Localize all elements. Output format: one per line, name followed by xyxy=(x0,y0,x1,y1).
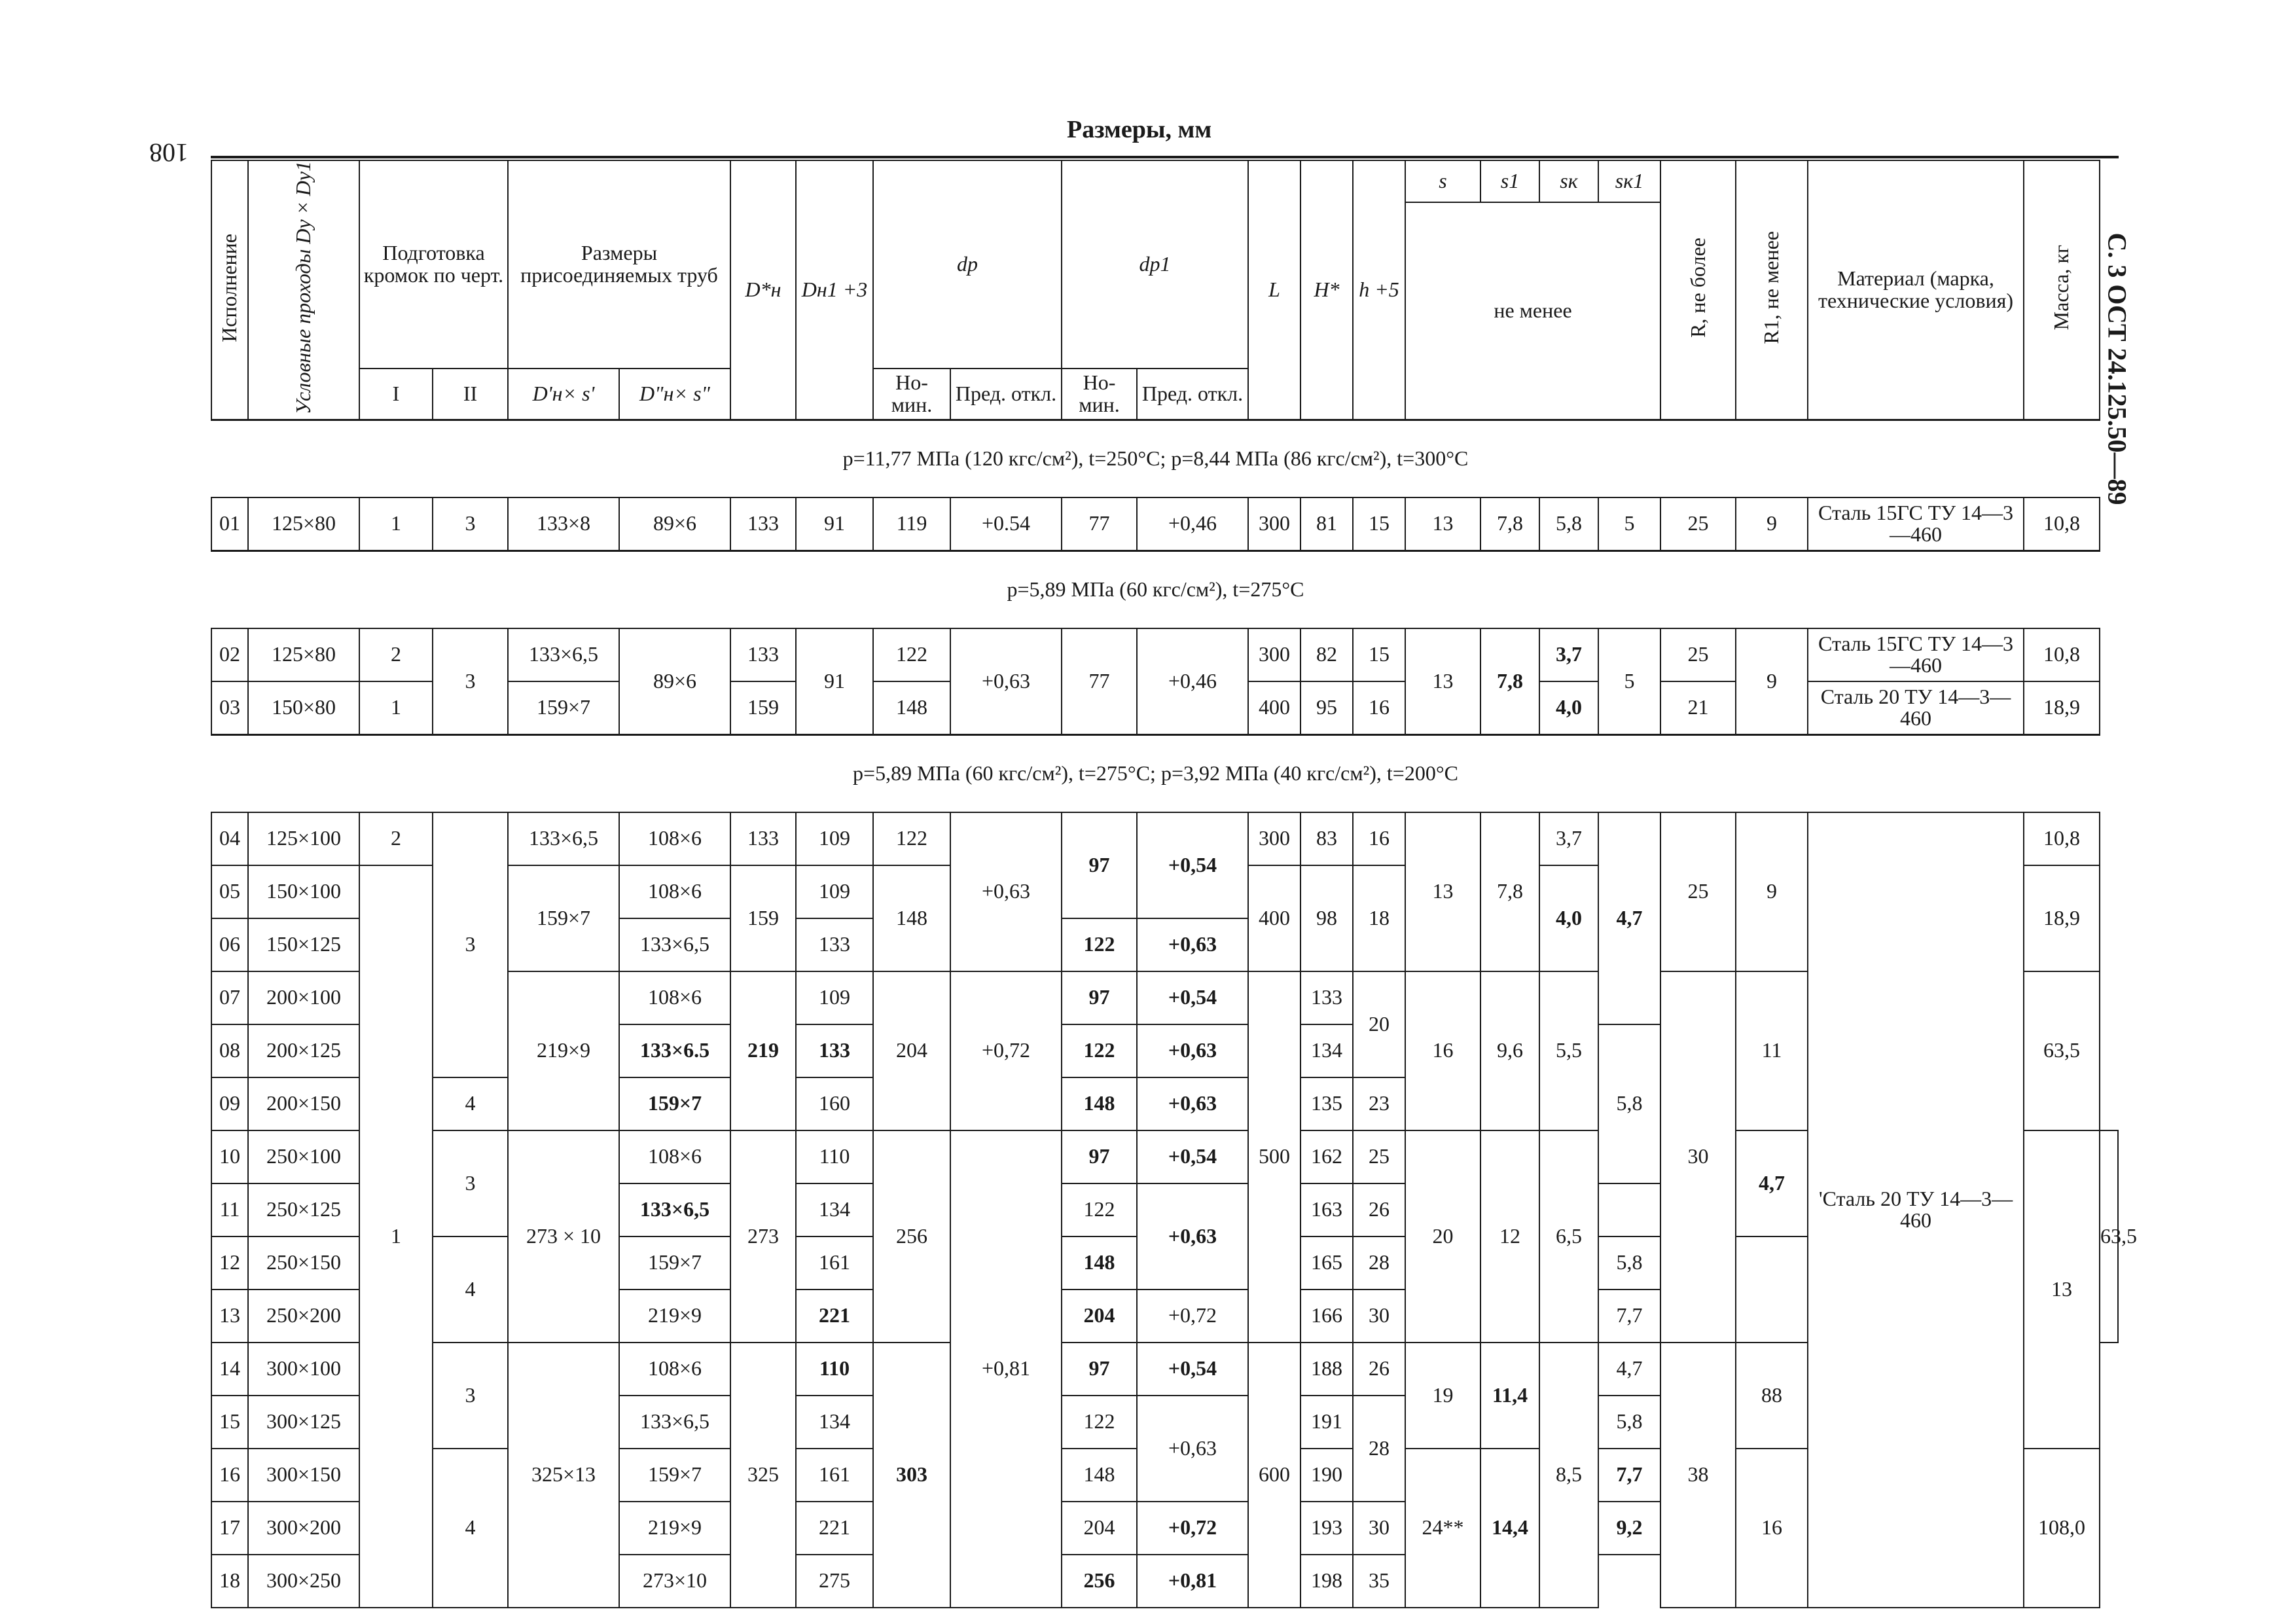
cell: 3 xyxy=(433,1343,508,1449)
cell: 4 xyxy=(433,1236,508,1343)
header-dp-pred: Пред. откл. xyxy=(950,369,1062,420)
cell: 11 xyxy=(1736,971,1808,1130)
cell: 89×6 xyxy=(619,497,730,551)
cell: +0,63 xyxy=(1137,1077,1248,1130)
cell: 11,4 xyxy=(1480,1343,1539,1449)
cell: +0,72 xyxy=(950,971,1062,1130)
cell: 13 xyxy=(1405,812,1480,971)
header-dp1-pred: Пред. откл. xyxy=(1137,369,1248,420)
cell: Сталь 15ГС ТУ 14—3—460 xyxy=(1808,628,2024,681)
cell: 13 xyxy=(1405,628,1480,735)
header-razmery-trub: Размеры присоединяемых труб xyxy=(508,160,730,369)
header-R1: R1, не менее xyxy=(1736,160,1808,420)
cell: 4,0 xyxy=(1539,681,1598,735)
cell: 133 xyxy=(730,497,796,551)
cell: 97 xyxy=(1062,1343,1137,1396)
cell: 600 xyxy=(1248,1343,1300,1608)
cell: 159×7 xyxy=(619,1449,730,1502)
cell: 63,5 xyxy=(2024,971,2100,1130)
cell: 133 xyxy=(796,1024,873,1077)
pressure-band-3: p=5,89 МПа (60 кгс/см²), t=275°C; p=3,92 МПа (40 кгс/см²), t=200°C xyxy=(211,734,2100,812)
cell: 133×6,5 xyxy=(619,1396,730,1449)
header-podg-II: II xyxy=(433,369,508,420)
cell: 256 xyxy=(873,1130,950,1343)
cell: 77 xyxy=(1062,497,1137,551)
cell: 4 xyxy=(433,1077,508,1130)
cell: 150×125 xyxy=(248,918,359,971)
cell: 5 xyxy=(1598,628,1660,735)
table-row xyxy=(211,628,2118,681)
cell: 325 xyxy=(730,1343,796,1608)
cell: 95 xyxy=(1300,681,1353,735)
cell: 24** xyxy=(1405,1449,1480,1608)
header-sk: sк xyxy=(1539,160,1598,202)
cell: 13 xyxy=(2024,1130,2100,1449)
cell: +0,63 xyxy=(950,628,1062,735)
cell: 13 xyxy=(1405,497,1480,551)
cell: 88 xyxy=(1736,1343,1808,1449)
cell: 06 xyxy=(211,918,248,971)
cell: 3 xyxy=(433,628,508,735)
cell: 133 xyxy=(796,918,873,971)
table-row xyxy=(211,497,2118,551)
cell: 16 xyxy=(211,1449,248,1502)
cell: 5 xyxy=(1598,497,1660,551)
cell: 14,4 xyxy=(1480,1449,1539,1608)
cell: 3 xyxy=(433,497,508,551)
cell: 159×7 xyxy=(508,681,619,735)
cell: +0,63 xyxy=(950,812,1062,971)
cell: 16 xyxy=(1353,812,1405,865)
cell: 204 xyxy=(1062,1502,1137,1555)
header-s: s xyxy=(1405,160,1480,202)
cell: 8,5 xyxy=(1539,1343,1598,1608)
cell: 15 xyxy=(1353,497,1405,551)
cell: 191 xyxy=(1300,1396,1353,1449)
cell: 219×9 xyxy=(619,1502,730,1555)
cell: 119 xyxy=(873,497,950,551)
cell: 9,2 xyxy=(1598,1502,1660,1555)
header-L: L xyxy=(1248,160,1300,420)
header-H: H* xyxy=(1300,160,1353,420)
cell: 28 xyxy=(1353,1396,1405,1502)
side-document-code: С. 3 ОСТ 24.125.50—89 xyxy=(2102,232,2132,505)
cell: 08 xyxy=(211,1024,248,1077)
cell: 16 xyxy=(1736,1449,1808,1608)
cell: +0,54 xyxy=(1137,971,1248,1024)
cell: 63,5 xyxy=(2100,1130,2118,1343)
cell: 300×250 xyxy=(248,1555,359,1608)
pressure-band-1: p=11,77 МПа (120 кгс/см²), t=250°C; p=8,44 МПа (86 кгс/см²), t=300°C xyxy=(211,420,2100,497)
cell: +0,81 xyxy=(1137,1555,1248,1608)
cell: +0,72 xyxy=(1137,1290,1248,1343)
cell: 6,5 xyxy=(1539,1130,1598,1343)
cell: 135 xyxy=(1300,1077,1353,1130)
cell: 200×150 xyxy=(248,1077,359,1130)
cell: 97 xyxy=(1062,812,1137,918)
cell: 219×9 xyxy=(508,971,619,1130)
cell: 300 xyxy=(1248,628,1300,681)
cell: 02 xyxy=(211,628,248,681)
cell: 133 xyxy=(730,628,796,681)
cell: 148 xyxy=(873,681,950,735)
cell: 159×7 xyxy=(508,865,619,971)
cell: 81 xyxy=(1300,497,1353,551)
cell: 109 xyxy=(796,971,873,1024)
header-ispolnenie: Исполнение xyxy=(211,160,248,420)
cell: 89×6 xyxy=(619,628,730,735)
cell: 122 xyxy=(1062,1396,1137,1449)
cell: 20 xyxy=(1353,971,1405,1077)
header-ne-menee: не менее xyxy=(1405,202,1660,420)
cell: 3,7 xyxy=(1539,628,1598,681)
cell: 28 xyxy=(1353,1236,1405,1290)
cell: 122 xyxy=(873,812,950,865)
cell: 13 xyxy=(211,1290,248,1343)
header-h: h +5 xyxy=(1353,160,1405,420)
cell: 125×80 xyxy=(248,497,359,551)
cell: 30 xyxy=(1353,1290,1405,1343)
cell: 83 xyxy=(1300,812,1353,865)
cell: 26 xyxy=(1353,1183,1405,1236)
cell: 110 xyxy=(796,1343,873,1396)
cell: +0,63 xyxy=(1137,1024,1248,1077)
cell: 161 xyxy=(796,1449,873,1502)
cell: 200×100 xyxy=(248,971,359,1024)
cell: 18,9 xyxy=(2024,865,2100,971)
cell: 300×125 xyxy=(248,1396,359,1449)
cell: 300 xyxy=(1248,812,1300,865)
cell: 5,8 xyxy=(1598,1396,1660,1449)
cell: 162 xyxy=(1300,1130,1353,1183)
cell: 38 xyxy=(1660,1343,1736,1608)
cell: +0,72 xyxy=(1137,1502,1248,1555)
cell: 204 xyxy=(1062,1290,1137,1343)
cell: 07 xyxy=(211,971,248,1024)
cell: +0,46 xyxy=(1137,497,1248,551)
cell: 109 xyxy=(796,865,873,918)
cell: 1 xyxy=(359,497,433,551)
cell: 18,9 xyxy=(2024,681,2100,735)
cell: 2 xyxy=(359,628,433,681)
cell: 109 xyxy=(796,812,873,865)
cell: 250×100 xyxy=(248,1130,359,1183)
cell: 198 xyxy=(1300,1555,1353,1608)
cell: 97 xyxy=(1062,971,1137,1024)
cell: 204 xyxy=(873,971,950,1130)
cell: 159×7 xyxy=(619,1077,730,1130)
header-dn-s2: D"н× s" xyxy=(619,369,730,420)
cell: 133×8 xyxy=(508,497,619,551)
cell: 91 xyxy=(796,497,873,551)
cell: 5,8 xyxy=(1598,1236,1660,1290)
cell: 273 xyxy=(730,1130,796,1343)
cell: 250×150 xyxy=(248,1236,359,1290)
cell: 300 xyxy=(1248,497,1300,551)
cell: 161 xyxy=(796,1236,873,1290)
cell: 108×6 xyxy=(619,1343,730,1396)
cell: 04 xyxy=(211,812,248,865)
cell: +0,81 xyxy=(950,1130,1062,1608)
cell: 275 xyxy=(796,1555,873,1608)
cell: 200×125 xyxy=(248,1024,359,1077)
cell: 148 xyxy=(1062,1077,1137,1130)
cell: 9 xyxy=(1736,628,1808,735)
header-dp1-nom: Но- мин. xyxy=(1062,369,1137,420)
cell: 148 xyxy=(873,865,950,971)
cell: 25 xyxy=(1353,1130,1405,1183)
header-uslovnye: Условные проходы Dy×Dy1 xyxy=(248,160,359,420)
cell: 4,7 xyxy=(1736,1130,1808,1236)
table-row xyxy=(211,812,2118,865)
cell: 273 × 10 xyxy=(508,1130,619,1343)
header-sk1: sк1 xyxy=(1598,160,1660,202)
cell: 10,8 xyxy=(2024,628,2100,681)
cell: 7,8 xyxy=(1480,497,1539,551)
header-s1: s1 xyxy=(1480,160,1539,202)
cell: 122 xyxy=(1062,1183,1137,1236)
cell: 400 xyxy=(1248,681,1300,735)
cell: 193 xyxy=(1300,1502,1353,1555)
cell: 4 xyxy=(433,1449,508,1608)
header-R: R, не более xyxy=(1660,160,1736,420)
cell: 09 xyxy=(211,1077,248,1130)
cell: 256 xyxy=(1062,1555,1137,1608)
cell: 250×200 xyxy=(248,1290,359,1343)
cell: 18 xyxy=(1353,865,1405,971)
cell: 98 xyxy=(1300,865,1353,971)
cell: 12 xyxy=(1480,1130,1539,1343)
cell: 'Сталь 20 ТУ 14—3—460 xyxy=(1808,812,2024,1608)
cell: 134 xyxy=(796,1396,873,1449)
cell: 219×9 xyxy=(619,1290,730,1343)
pressure-band-2: p=5,89 МПа (60 кгс/см²), t=275°C xyxy=(211,550,2100,628)
cell: 7,7 xyxy=(1598,1449,1660,1502)
cell: 5,8 xyxy=(1539,497,1598,551)
cell: 1 xyxy=(359,681,433,735)
cell: +0,54 xyxy=(1137,812,1248,918)
cell: 125×100 xyxy=(248,812,359,865)
cell: 108,0 xyxy=(2024,1449,2100,1608)
cell: 05 xyxy=(211,865,248,918)
cell: 12 xyxy=(211,1236,248,1290)
cell: 166 xyxy=(1300,1290,1353,1343)
cell: 15 xyxy=(1353,628,1405,681)
cell: 110 xyxy=(796,1130,873,1183)
cell: 30 xyxy=(1353,1502,1405,1555)
cell: 133 xyxy=(1300,971,1353,1024)
cell: 3 xyxy=(433,1130,508,1236)
cell: 25 xyxy=(1660,497,1736,551)
cell: 14 xyxy=(211,1343,248,1396)
cell: 219 xyxy=(730,971,796,1130)
cell: 148 xyxy=(1062,1449,1137,1502)
cell: 82 xyxy=(1300,628,1353,681)
cell: 3,7 xyxy=(1539,812,1598,865)
cell: 7,7 xyxy=(1598,1290,1660,1343)
cell: 35 xyxy=(1353,1555,1405,1608)
header-Dn1: Dн1 +3 xyxy=(796,160,873,420)
cell: 165 xyxy=(1300,1236,1353,1290)
cell: 150×100 xyxy=(248,865,359,918)
cell: 77 xyxy=(1062,628,1137,735)
cell: 325×13 xyxy=(508,1343,619,1608)
cell: 5,8 xyxy=(1598,1024,1660,1183)
cell: 134 xyxy=(796,1183,873,1236)
cell: 15 xyxy=(211,1396,248,1449)
cell: 400 xyxy=(1248,865,1300,971)
cell: 108×6 xyxy=(619,812,730,865)
cell: 1 xyxy=(359,865,433,1608)
cell: 25 xyxy=(1660,812,1736,971)
cell: 300×100 xyxy=(248,1343,359,1396)
cell: 221 xyxy=(796,1502,873,1555)
cell: 7,8 xyxy=(1480,812,1539,971)
cell: 18 xyxy=(211,1555,248,1608)
cell: 160 xyxy=(796,1077,873,1130)
header-dp-nom: Но- мин. xyxy=(873,369,950,420)
top-rule xyxy=(211,156,2119,158)
cell: 11 xyxy=(211,1183,248,1236)
cell: 300×150 xyxy=(248,1449,359,1502)
cell: 159 xyxy=(730,865,796,971)
cell: 4,7 xyxy=(1598,1343,1660,1396)
cell: +0,63 xyxy=(1137,1183,1248,1290)
header-material: Материал (марка, технические условия) xyxy=(1808,160,2024,420)
cell: 163 xyxy=(1300,1183,1353,1236)
cell: 3 xyxy=(433,812,508,1077)
cell: 21 xyxy=(1660,681,1736,735)
cell: 2 xyxy=(359,812,433,865)
cell: 03 xyxy=(211,681,248,735)
cell: +0,54 xyxy=(1137,1130,1248,1183)
cell: 9 xyxy=(1736,497,1808,551)
cell: 97 xyxy=(1062,1130,1137,1183)
cell: 134 xyxy=(1300,1024,1353,1077)
cell: 148 xyxy=(1062,1236,1137,1290)
cell: 303 xyxy=(873,1343,950,1608)
cell: 122 xyxy=(1062,918,1137,971)
cell: 133 xyxy=(730,812,796,865)
cell: 159×7 xyxy=(619,1236,730,1290)
cell: 108×6 xyxy=(619,971,730,1024)
cell: Сталь 20 ТУ 14—3—460 xyxy=(1808,681,2024,735)
cell: 133×6,5 xyxy=(619,918,730,971)
cell: 108×6 xyxy=(619,865,730,918)
cell: 150×80 xyxy=(248,681,359,735)
cell: 125×80 xyxy=(248,628,359,681)
cell: +0.54 xyxy=(950,497,1062,551)
cell: 133×6,5 xyxy=(619,1183,730,1236)
cell: 26 xyxy=(1353,1343,1405,1396)
cell: 5,5 xyxy=(1539,971,1598,1130)
cell: 01 xyxy=(211,497,248,551)
cell: 108×6 xyxy=(619,1130,730,1183)
cell: 20 xyxy=(1405,1130,1480,1343)
cell: 16 xyxy=(1405,971,1480,1130)
cell: 122 xyxy=(1062,1024,1137,1077)
cell: 188 xyxy=(1300,1343,1353,1396)
cell: Сталь 15ГС ТУ 14—3—460 xyxy=(1808,497,2024,551)
dimensions-table xyxy=(211,160,2137,1608)
header-podg-I: I xyxy=(359,369,433,420)
cell: 91 xyxy=(796,628,873,735)
header-dp: dp xyxy=(873,160,1062,369)
cell: +0,63 xyxy=(1137,1396,1248,1502)
cell: 4,0 xyxy=(1539,865,1598,971)
cell: 30 xyxy=(1660,971,1736,1343)
cell: +0,46 xyxy=(1137,628,1248,735)
cell: 10,8 xyxy=(2024,812,2100,865)
cell: 9,6 xyxy=(1480,971,1539,1130)
cell: 122 xyxy=(873,628,950,681)
header-massa: Масса, кг xyxy=(2024,160,2100,420)
cell: 500 xyxy=(1248,971,1300,1343)
cell: 133×6,5 xyxy=(508,812,619,865)
cell: 16 xyxy=(1353,681,1405,735)
cell: 9 xyxy=(1736,812,1808,971)
cell: 300×200 xyxy=(248,1502,359,1555)
cell: 10 xyxy=(211,1130,248,1183)
cell: +0,54 xyxy=(1137,1343,1248,1396)
cell: 250×125 xyxy=(248,1183,359,1236)
cell: 23 xyxy=(1353,1077,1405,1130)
header-dn-s1: D'н× s' xyxy=(508,369,619,420)
cell: 10,8 xyxy=(2024,497,2100,551)
cell: 273×10 xyxy=(619,1555,730,1608)
cell: 7,8 xyxy=(1480,628,1539,735)
cell: 25 xyxy=(1660,628,1736,681)
header-Dn: D*н xyxy=(730,160,796,420)
cell: 4,7 xyxy=(1598,812,1660,1024)
cell: 159 xyxy=(730,681,796,735)
cell: 133×6,5 xyxy=(508,628,619,681)
page-number: 108 xyxy=(149,138,188,168)
cell: 221 xyxy=(796,1290,873,1343)
cell: 19 xyxy=(1405,1343,1480,1449)
cell: 17 xyxy=(211,1502,248,1555)
header-podgotovka: Подготовка кромок по черт. xyxy=(359,160,508,369)
header-dp1: dp1 xyxy=(1062,160,1248,369)
table-title: Размеры, мм xyxy=(1067,116,1212,143)
cell: 133×6.5 xyxy=(619,1024,730,1077)
cell: +0,63 xyxy=(1137,918,1248,971)
cell: 190 xyxy=(1300,1449,1353,1502)
